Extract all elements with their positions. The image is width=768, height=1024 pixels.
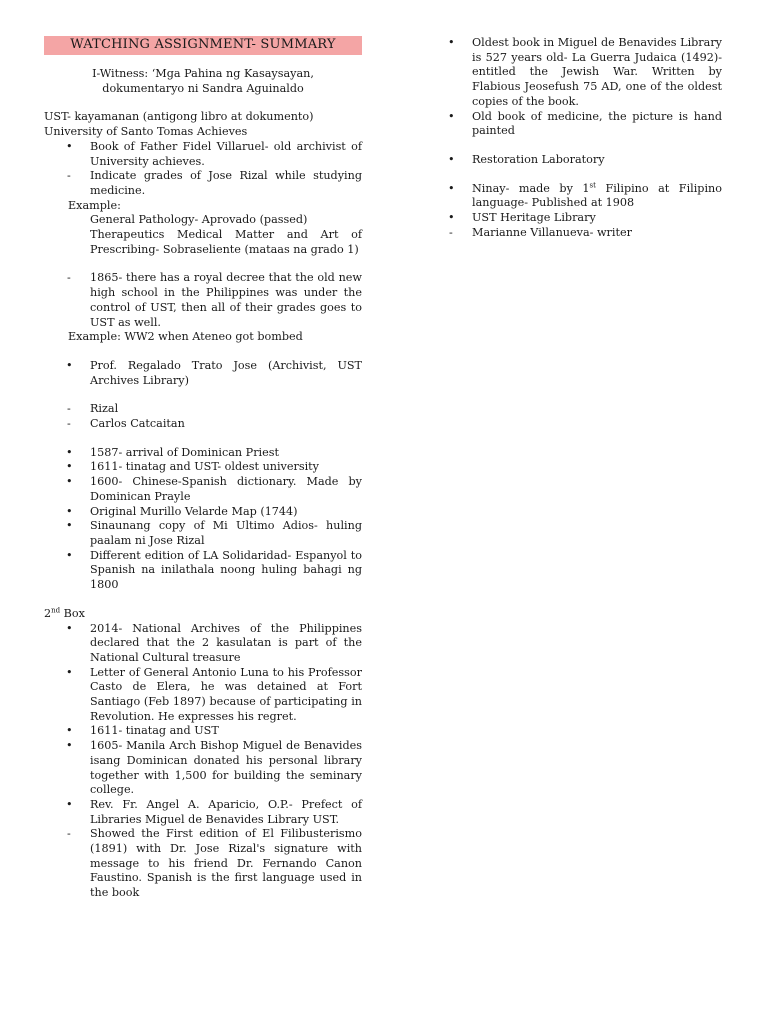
subtitle-line-2: dokumentaryo ni Sandra Aguinaldo (102, 81, 304, 95)
ordinal-suffix: nd (51, 606, 61, 615)
list-item-text: 1611- tinatag and UST- oldest university (90, 460, 319, 474)
list-item (44, 666, 362, 725)
list-item-text: Prof. Regalado Trato Jose (Archivist, UST Archives Library) (90, 358, 362, 387)
list-item (44, 622, 362, 666)
bullet-marker: • (66, 548, 73, 562)
bullet-marker: • (448, 36, 455, 49)
list-item-text: Rizal (90, 402, 119, 416)
list-item (426, 36, 722, 110)
list-item (426, 182, 722, 211)
bullet-marker: • (66, 460, 73, 474)
list-item (44, 798, 362, 827)
list-item (426, 110, 722, 139)
list-item (44, 475, 362, 504)
intro-line-1: UST- kayamanan (antigong libro at dokumento) (44, 110, 314, 124)
bullet-marker: • (448, 181, 455, 195)
bullet-marker: • (66, 797, 73, 811)
intro-line-2: University of Santo Tomas Achieves (44, 125, 248, 139)
list-item-text: 2014- National Archives of the Philippines declared that the 2 kasulatan is part of the National Cultural treasure (90, 621, 362, 664)
bullet-marker: • (66, 665, 73, 679)
list-item (426, 153, 722, 168)
list-item (44, 140, 362, 169)
list-item (426, 211, 722, 226)
bullet-marker: • (66, 504, 73, 518)
list-item-text: Letter of General Antonio Luna to his Professor Casto de Elera, he was detained at Fort Santiago (Feb 1897) because of participating in Revolution. He expresses his regret. (90, 665, 362, 723)
list-item-text: Old book of medicine, the picture is hand painted (472, 109, 722, 138)
list-item-text: Different edition of LA Solidaridad- Espanyol to Spanish na inilathala noong huling bahagi ng 1800 (90, 548, 362, 592)
list-item (44, 417, 362, 432)
list-item-text: Rev. Fr. Angel A. Aparicio, O.P.- Prefect of Libraries Miguel de Benavides Library UST. (90, 797, 362, 826)
left-column (44, 36, 362, 901)
dash-marker: - (67, 827, 71, 841)
bullet-marker: • (448, 152, 455, 166)
list-item-text-part: Filipino at Filipino language- Published at 1908 (472, 181, 722, 210)
dash-marker: - (67, 417, 71, 431)
list-item-text (472, 182, 722, 210)
list-item (44, 446, 362, 461)
list-item (426, 226, 722, 241)
bullet-marker: • (448, 211, 455, 225)
bullet-marker: • (66, 475, 73, 489)
list-item-text: Oldest book in Miguel de Benavides Library is 527 years old- La Guerra Judaica (1492)- entitled the Jewish War. Written by Flabious Jeosefush 75 AD, one of the oldest copies of the book. (472, 36, 722, 108)
list-item-text: Original Murillo Velarde Map (1744) (90, 504, 298, 518)
list-item (44, 739, 362, 798)
ordinal-suffix: st (589, 180, 596, 189)
dash-marker: - (449, 225, 453, 239)
list-item (44, 359, 362, 388)
list-item (44, 505, 362, 520)
list-item-text: Marianne Villanueva- writer (472, 225, 632, 239)
bullet-marker: • (66, 621, 73, 635)
list-item-text: Sinaunang copy of Mi Ultimo Adios- huling paalam ni Jose Rizal (90, 519, 362, 547)
example-label: Example: (68, 198, 121, 212)
subtitle-line-1: I-Witness: ‘Mga Pahina ng Kasaysayan, (92, 67, 314, 80)
bullet-marker: • (66, 519, 73, 533)
bullet-marker: • (448, 109, 455, 123)
list-item-text: Book of Father Fidel Villaruel- old archivist of University achieves. (90, 139, 362, 168)
list-item-text: Carlos Catcaitan (90, 417, 185, 431)
section-number: 2 (44, 606, 52, 620)
list-item (44, 402, 362, 417)
list-item-text: Restoration Laboratory (472, 152, 605, 166)
example-line: General Pathology- Aprovado (passed) (90, 213, 308, 227)
bullet-marker: • (66, 739, 73, 753)
example-line: Example: WW2 when Ateneo got bombed (68, 330, 303, 344)
list-item (44, 169, 362, 198)
list-item-text: 1600- Chinese-Spanish dictionary. Made by Dominican Prayle (90, 475, 362, 503)
dash-marker: - (67, 402, 71, 416)
example-line: Therapeutics Medical Matter and Art of Prescribing- Sobraseliente (mataas na grado 1) (90, 228, 362, 256)
list-item (44, 724, 362, 739)
right-column (426, 36, 722, 240)
list-item-text: Showed the First edition of El Filibusterismo (1891) with Dr. Jose Rizal's signature with message to his friend Dr. Fernando Canon Faustino. Spanish is the first language used in the book (90, 827, 362, 900)
list-item (44, 827, 362, 901)
list-item (44, 519, 362, 548)
document-title: WATCHING ASSIGNMENT- SUMMARY (44, 36, 362, 55)
list-item-text: Indicate grades of Jose Rizal while studying medicine. (90, 169, 362, 197)
list-item (44, 271, 362, 330)
list-item-text: 1587- arrival of Dominican Priest (90, 445, 279, 459)
bullet-marker: • (66, 724, 73, 738)
list-item-text: 1605- Manila Arch Bishop Miguel de Benavides isang Dominican donated his personal library together with 1,500 for building the seminary college. (90, 739, 362, 797)
list-item (44, 460, 362, 475)
section-heading-2nd-box (44, 607, 362, 622)
section-label: Box (60, 606, 85, 620)
bullet-marker: • (66, 358, 73, 372)
list-item (44, 549, 362, 593)
dash-marker: - (67, 169, 71, 183)
bullet-marker: • (66, 139, 73, 153)
bullet-marker: • (66, 445, 73, 459)
list-item-text: 1865- there has a royal decree that the old new high school in the Philippines was under the control of UST, then all of their grades goes to UST as well. (90, 271, 362, 329)
list-item-text-part: Ninay- made by 1 (472, 181, 590, 195)
subtitle (44, 67, 362, 96)
list-item-text: 1611- tinatag and UST (90, 724, 219, 738)
list-item-text: UST Heritage Library (472, 211, 596, 225)
dash-marker: - (67, 271, 71, 285)
